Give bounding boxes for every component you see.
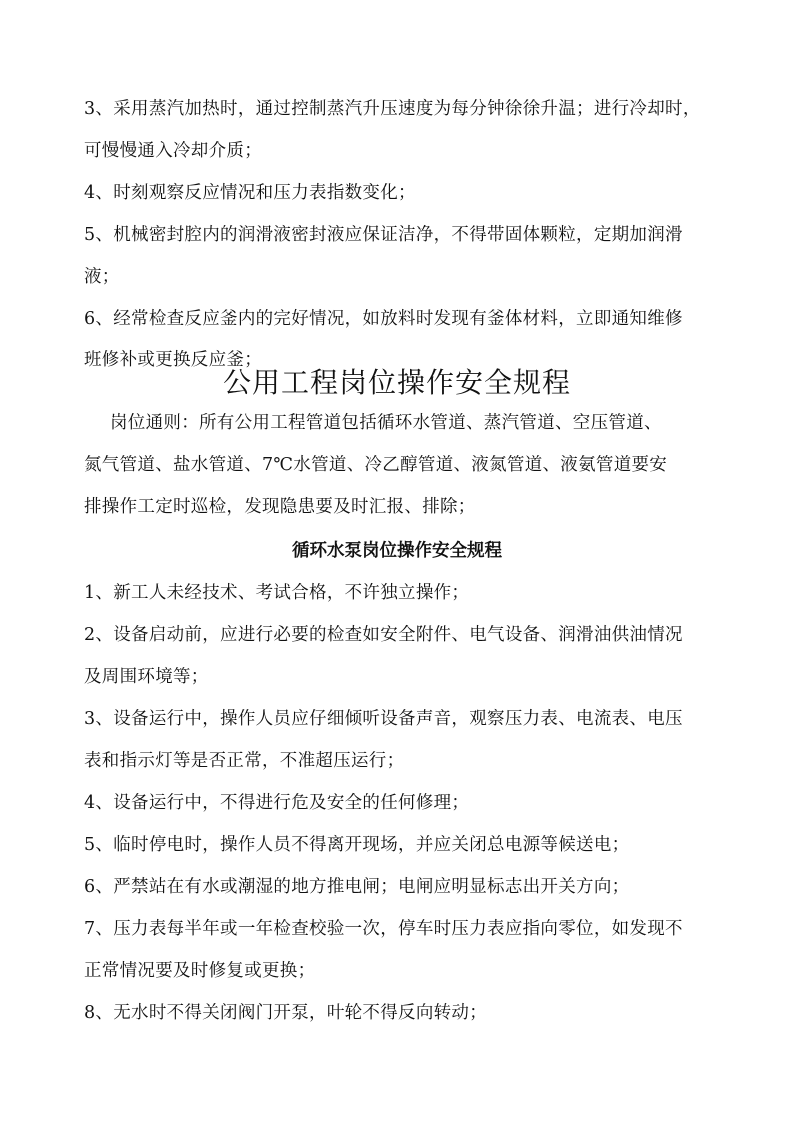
list-item-line: 6、经常检查反应釜内的完好情况，如放料时发现有釜体材料，立即通知维修 <box>84 309 683 329</box>
section-title: 公用工程岗位操作安全规程 <box>222 366 571 399</box>
list-item-line: 可慢慢通入冷却介质； <box>84 141 262 161</box>
list-item-line: 1、新工人未经技术、考试合格，不许独立操作； <box>84 583 470 603</box>
list-item-line: 表和指示灯等是否正常，不准超压运行； <box>84 751 405 771</box>
list-item-line: 6、严禁站在有水或潮湿的地方推电闸；电闸应明显标志出开关方向； <box>84 877 630 897</box>
general-rule-line: 氮气管道、盐水管道、7℃水管道、冷乙醇管道、液氮管道、液氨管道要安 <box>84 455 668 475</box>
list-item-line: 5、机械密封腔内的润滑液密封液应保证洁净，不得带固体颗粒，定期加润滑 <box>84 225 683 245</box>
list-item-line: 及周围环境等； <box>84 667 209 687</box>
list-item-line: 4、时刻观察反应情况和压力表指数变化； <box>84 183 416 203</box>
list-item-line: 班修补或更换反应釜； <box>84 350 262 370</box>
list-item-line: 2、设备启动前，应进行必要的检查如安全附件、电气设备、润滑油供油情况 <box>84 625 683 645</box>
list-item-line: 正常情况要及时修复或更换； <box>84 961 316 981</box>
list-item-line: 3、采用蒸汽加热时，通过控制蒸汽升压速度为每分钟徐徐升温；进行冷却时， <box>84 99 701 119</box>
general-rule-line: 岗位通则：所有公用工程管道包括循环水管道、蒸汽管道、空压管道、 <box>110 413 662 433</box>
general-rule-line: 排操作工定时巡检，发现隐患要及时汇报、排除； <box>84 497 476 517</box>
list-item-line: 8、无水时不得关闭阀门开泵，叶轮不得反向转动； <box>84 1003 488 1023</box>
list-item-line: 液； <box>84 267 120 287</box>
list-item-line: 5、临时停电时，操作人员不得离开现场，并应关闭总电源等候送电； <box>84 835 630 855</box>
subsection-title: 循环水泵岗位操作安全规程 <box>292 541 502 561</box>
list-item-line: 4、设备运行中，不得进行危及安全的任何修理； <box>84 793 470 813</box>
list-item-line: 3、设备运行中，操作人员应仔细倾听设备声音，观察压力表、电流表、电压 <box>84 709 683 729</box>
list-item-line: 7、压力表每半年或一年检查校验一次，停车时压力表应指向零位，如发现不 <box>84 919 683 939</box>
